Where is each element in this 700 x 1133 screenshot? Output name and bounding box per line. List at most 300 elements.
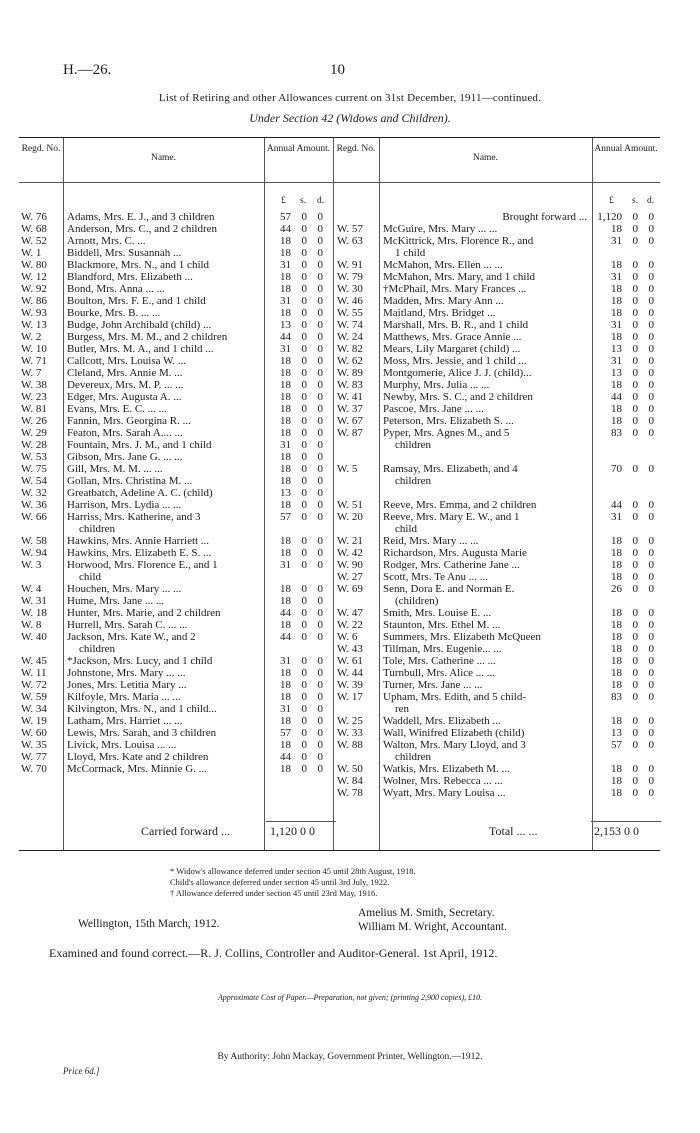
allowee-name: Cleland, Mrs. Annie M. ... [67,367,183,379]
annual-amount [267,415,329,427]
amount-pounds: 18 [611,331,622,343]
allowee-name [383,451,591,463]
allowee-name: Lewis, Mrs. Sarah, and 3 children [67,727,217,739]
amount-pounds: 18 [611,295,622,307]
footnote: Child's allowance deferred under section 45 until 3rd July, 1922. [170,877,390,887]
allowee-name: Bond, Mrs. Anna ... ... [67,283,165,295]
allowee-name: children [79,523,116,535]
amount-shillings: 0 [301,763,307,775]
amount-pence: 0 [317,223,323,235]
regd-number: W. 27 [337,571,363,583]
amount-pounds: 18 [611,535,622,547]
annual-amount [592,247,654,259]
annual-amount [592,619,654,631]
regd-number: W. 75 [21,463,47,475]
annual-amount [592,739,654,751]
carried-forward-label: Carried forward ... [141,824,230,838]
regd-number: W. 39 [337,679,363,691]
amount-pounds: 13 [611,367,622,379]
document-code: H.—26. [63,62,112,78]
amount-shillings: 0 [301,415,307,427]
amount-pence: 0 [317,739,323,751]
amount-pounds: 18 [280,475,291,487]
amount-pence: 0 [317,703,323,715]
regd-number: W. 55 [337,307,363,319]
allowee-name: Rodger, Mrs. Catherine Jane ... [383,559,520,571]
amount-shillings: 0 [301,319,307,331]
amount-pence: 0 [648,643,654,655]
annual-amount [267,727,329,739]
regd-number: W. 43 [337,643,363,655]
regd-number [337,523,381,535]
regd-number: W. 74 [337,319,363,331]
amount-pence: 0 [648,739,654,751]
regd-number: W. 22 [337,619,363,631]
allowee-name: Pascoe, Mrs. Jane ... ... [383,403,484,415]
amount-shillings: 0 [301,271,307,283]
total-rule [591,821,661,822]
regd-number: W. 46 [337,295,363,307]
amount-pence: 0 [648,763,654,775]
annual-amount [267,523,329,535]
amount-pounds: 18 [611,379,622,391]
amount-shillings: 0 [632,223,638,235]
allowee-name: Featon, Mrs. Sarah A.... ... [67,427,183,439]
allowee-name: Tole, Mrs. Catherine ... ... [383,655,496,667]
regd-number [337,751,381,763]
annual-amount [267,571,329,583]
allowee-name: Biddell, Mrs. Susannah ... [67,247,182,259]
amount-pounds: 18 [611,259,622,271]
amount-shillings: 0 [632,271,638,283]
amount-pence: 0 [317,271,323,283]
annual-amount [592,295,654,307]
amount-pounds: 18 [280,535,291,547]
regd-number [337,247,381,259]
regd-number: W. 70 [21,763,47,775]
amount-pence: 0 [648,295,654,307]
allowee-name: Latham, Mrs. Harriet ... ... [67,715,183,727]
regd-number: W. 42 [337,547,363,559]
regd-number: W. 58 [21,535,47,547]
amount-pence: 0 [648,607,654,619]
allowee-name: children [395,751,432,763]
amount-shillings: 0 [301,703,307,715]
place-date: Wellington, 15th March, 1912. [78,918,220,930]
amount-shillings: 0 [301,235,307,247]
regd-number: W. 72 [21,679,47,691]
annual-amount [592,343,654,355]
regd-number: W. 69 [337,583,363,595]
amount-pounds: 31 [280,559,291,571]
amount-pence: 0 [317,427,323,439]
allowee-name: (children) [395,595,439,607]
allowee-name: Ramsay, Mrs. Elizabeth, and 4 [383,463,518,475]
amount-pounds: 1,120 [597,211,622,223]
regd-number: W. 50 [337,763,363,775]
annual-amount [267,295,329,307]
unit-pence: d. [647,196,655,206]
annual-amount [267,547,329,559]
amount-pence: 0 [317,307,323,319]
amount-pence: 0 [648,427,654,439]
regd-number: W. 86 [21,295,47,307]
amount-pence: 0 [317,379,323,391]
allowee-name: Hawkins, Mrs. Annie Harriett ... [67,535,210,547]
amount-pence: 0 [648,775,654,787]
allowee-name: Scott, Mrs. Te Anu ... ... [383,571,489,583]
amount-shillings: 0 [632,559,638,571]
amount-pence: 0 [648,547,654,559]
allowee-name: McMahon, Mrs. Ellen ... ... [383,259,503,271]
amount-pence: 0 [317,391,323,403]
amount-pence: 0 [648,307,654,319]
amount-pounds: 31 [280,655,291,667]
page-title: List of Retiring and other Allowances current on 31st December, 1911—continued. [158,92,542,104]
amount-pence: 0 [317,331,323,343]
amount-shillings: 0 [301,583,307,595]
amount-pounds: 18 [280,619,291,631]
allowee-name: Wolner, Mrs. Rebecca ... ... [383,775,503,787]
allowee-name: Marshall, Mrs. B. R., and 1 child [383,319,529,331]
annual-amount [267,607,329,619]
allowee-name: Staunton, Mrs. Ethel M. ... [383,619,501,631]
annual-amount [267,463,329,475]
amount-pounds: 18 [280,547,291,559]
allowee-name: McKittrick, Mrs. Florence R., and [383,235,534,247]
amount-pence: 0 [648,787,654,799]
amount-pence: 0 [317,295,323,307]
amount-shillings: 0 [632,787,638,799]
amount-pounds: 44 [611,499,622,511]
allowee-name: Fannin, Mrs. Georgina R. ... [67,415,191,427]
amount-pence: 0 [317,679,323,691]
annual-amount [267,715,329,727]
amount-pounds: 18 [280,367,291,379]
regd-number [21,571,65,583]
allowee-name [383,487,591,499]
page-number: 10 [330,62,345,78]
allowee-name: Burgess, Mrs. M. M., and 2 children [67,331,228,343]
signatory: Amelius M. Smith, Secretary. [358,907,495,919]
regd-number: W. 45 [21,655,47,667]
footnote: † Allowance deferred under section 45 until 23rd May, 1916. [170,888,378,898]
allowee-name: ren [395,703,410,715]
regd-number: W. 30 [337,283,363,295]
regd-number: W. 60 [21,727,47,739]
annual-amount [592,535,654,547]
amount-shillings: 0 [301,535,307,547]
annual-amount [592,667,654,679]
amount-shillings: 0 [632,319,638,331]
amount-pounds: 13 [611,727,622,739]
amount-pounds: 31 [280,295,291,307]
allowee-name: Wall, Winifred Elizabeth (child) [383,727,525,739]
amount-pounds: 18 [611,643,622,655]
annual-amount [592,547,654,559]
regd-number: W. 81 [21,403,47,415]
annual-amount [592,211,654,223]
unit-pounds: £ [609,196,614,206]
allowee-name: Senn, Dora E. and Norman E. [383,583,515,595]
amount-pence: 0 [648,415,654,427]
allowee-name: Harrison, Mrs. Lydia ... ... [67,499,182,511]
amount-pence: 0 [648,511,654,523]
amount-pence: 0 [648,679,654,691]
regd-number: W. 7 [21,367,42,379]
amount-shillings: 0 [632,775,638,787]
annual-amount [592,775,654,787]
regd-number: W. 84 [337,775,363,787]
amount-pounds: 31 [280,439,291,451]
allowee-name: children [79,643,116,655]
amount-shillings: 0 [632,463,638,475]
annual-amount [592,643,654,655]
amount-shillings: 0 [301,211,307,223]
unit-pounds: £ [281,196,286,206]
amount-pence: 0 [317,559,323,571]
amount-pence: 0 [648,715,654,727]
amount-shillings: 0 [301,355,307,367]
annual-amount [592,283,654,295]
allowee-name: child [79,571,101,583]
annual-amount [267,703,329,715]
allowee-name: Summers, Mrs. Elizabeth McQueen [383,631,541,643]
amount-pounds: 18 [611,403,622,415]
annual-amount [592,271,654,283]
total-amount: 2,153 0 0 [594,824,639,838]
amount-pence: 0 [648,331,654,343]
amount-pence: 0 [317,283,323,295]
allowee-name: Arnott, Mrs. C. ... [67,235,146,247]
amount-pounds: 44 [280,331,291,343]
amount-pence: 0 [317,247,323,259]
amount-pounds: 18 [280,427,291,439]
carried-forward-amount: 1,120 0 0 [270,824,315,838]
regd-number: W. 13 [21,319,47,331]
regd-number: W. 1 [21,247,42,259]
regd-number: W. 47 [337,607,363,619]
amount-shillings: 0 [301,487,307,499]
amount-pence: 0 [317,343,323,355]
amount-shillings: 0 [632,727,638,739]
amount-shillings: 0 [632,427,638,439]
amount-shillings: 0 [301,559,307,571]
regd-number [337,595,381,607]
regd-number: W. 61 [337,655,363,667]
regd-number: W. 79 [337,271,363,283]
examined-statement: Examined and found correct.—R. J. Collins, Controller and Auditor-General. 1st April, 1912. [49,946,498,960]
unit-shillings: s. [632,196,639,206]
annual-amount [592,307,654,319]
header-name-left: Name. [150,153,177,163]
amount-pounds: 44 [280,631,291,643]
amount-pounds: 44 [280,751,291,763]
amount-pence: 0 [317,451,323,463]
amount-pence: 0 [317,439,323,451]
amount-shillings: 0 [301,451,307,463]
allowee-name: Blandford, Mrs. Elizabeth ... [67,271,193,283]
allowee-name: Livick, Mrs. Louisa ... ... [67,739,177,751]
amount-pence: 0 [317,763,323,775]
annual-amount [267,439,329,451]
regd-number: W. 41 [337,391,363,403]
amount-pounds: 18 [280,583,291,595]
annual-amount [267,331,329,343]
amount-pence: 0 [648,271,654,283]
amount-pounds: 18 [611,547,622,559]
regd-number: W. 59 [21,691,47,703]
amount-pounds: 31 [611,319,622,331]
amount-shillings: 0 [632,535,638,547]
amount-pounds: 18 [280,355,291,367]
allowee-name: Maitland, Mrs. Bridget ... [383,307,496,319]
allowee-name: Hunter, Mrs. Marie, and 2 children [67,607,221,619]
allowee-name: Blackmore, Mrs. N., and 1 child [67,259,210,271]
amount-shillings: 0 [301,223,307,235]
amount-shillings: 0 [301,667,307,679]
annual-amount [592,583,654,595]
amount-pounds: 18 [280,667,291,679]
allowee-name: Kilfoyle, Mrs. Maria ... ... [67,691,181,703]
amount-pounds: 18 [611,655,622,667]
regd-number: W. 92 [21,283,47,295]
annual-amount [592,451,654,463]
amount-pence: 0 [648,403,654,415]
amount-pence: 0 [648,223,654,235]
amount-pounds: 31 [611,235,622,247]
regd-number: W. 66 [21,511,47,523]
annual-amount [267,319,329,331]
amount-pence: 0 [317,715,323,727]
amount-pence: 0 [648,343,654,355]
regd-number: W. 24 [337,331,363,343]
allowee-name: Anderson, Mrs. C., and 2 children [67,223,218,235]
amount-shillings: 0 [632,403,638,415]
amount-shillings: 0 [632,355,638,367]
annual-amount [592,331,654,343]
amount-shillings: 0 [632,571,638,583]
amount-pence: 0 [317,751,323,763]
allowee-name: Hawkins, Mrs. Elizabeth E. S. ... [67,547,212,559]
annual-amount [267,475,329,487]
header-regd-right: Regd. No. [336,144,376,154]
annual-amount [592,691,654,703]
regd-number: W. 82 [337,343,363,355]
regd-number: W. 89 [337,367,363,379]
amount-pounds: 18 [280,403,291,415]
amount-pence: 0 [648,499,654,511]
amount-shillings: 0 [301,727,307,739]
regd-number: W. 12 [21,271,47,283]
annual-amount [267,235,329,247]
amount-pounds: 31 [611,511,622,523]
amount-pounds: 18 [280,247,291,259]
amount-shillings: 0 [301,715,307,727]
annual-amount [592,439,654,451]
cost-note: Approximate Cost of Paper.—Preparation, not given; (printing 2,900 copies), £10. [217,993,483,1002]
regd-number: W. 28 [21,439,47,451]
regd-number: W. 35 [21,739,47,751]
amount-shillings: 0 [301,475,307,487]
amount-shillings: 0 [632,331,638,343]
amount-pence: 0 [648,535,654,547]
amount-pounds: 31 [280,703,291,715]
regd-number [337,475,381,487]
amount-pounds: 18 [611,631,622,643]
amount-shillings: 0 [301,391,307,403]
amount-shillings: 0 [301,331,307,343]
allowee-name: Gollan, Mrs. Christina M. ... [67,475,193,487]
amount-shillings: 0 [632,619,638,631]
regd-number: W. 94 [21,547,47,559]
amount-shillings: 0 [632,391,638,403]
header-amount-right: Annual Amount. [594,144,658,154]
amount-shillings: 0 [632,295,638,307]
allowee-name: Moss, Mrs. Jessie, and 1 child ... [383,355,527,367]
amount-pence: 0 [317,259,323,271]
footnotes [170,866,416,899]
annual-amount [267,511,329,523]
allowee-name: Devereux, Mrs. M. P. ... ... [67,379,184,391]
amount-shillings: 0 [632,583,638,595]
regd-number: W. 62 [337,355,363,367]
unit-pence: d. [317,196,325,206]
allowee-name: Brought forward ... [502,211,587,223]
amount-pounds: 26 [611,583,622,595]
annual-amount [592,367,654,379]
amount-pounds: 57 [280,211,291,223]
regd-number: W. 25 [337,715,363,727]
regd-number: W. 71 [21,355,47,367]
amount-pence: 0 [317,547,323,559]
regd-number: W. 5 [337,463,358,475]
amount-pounds: 18 [611,415,622,427]
allowee-name: Reeve, Mrs. Emma, and 2 children [383,499,537,511]
allowee-name: Adams, Mrs. E. J., and 3 children [67,211,215,223]
amount-pounds: 18 [611,667,622,679]
allowee-name: Matthews, Mrs. Grace Annie ... [383,331,522,343]
price: Price 6d.] [63,1066,100,1076]
amount-pounds: 18 [611,571,622,583]
amount-pence: 0 [317,319,323,331]
amount-pence: 0 [648,727,654,739]
allowee-name: Fountain, Mrs. J. M., and 1 child [67,439,212,451]
regd-number: W. 91 [337,259,363,271]
amount-pounds: 57 [280,511,291,523]
annual-amount [267,643,329,655]
annual-amount [592,571,654,583]
annual-amount [592,259,654,271]
amount-pounds: 31 [611,355,622,367]
regd-number: W. 37 [337,403,363,415]
header-regd-left: Regd. No. [21,144,61,154]
annual-amount [592,475,654,487]
annual-amount [592,511,654,523]
allowee-name: Gibson, Mrs. Jane G. ... ... [67,451,183,463]
amount-pounds: 13 [280,487,291,499]
allowee-name: child [395,523,417,535]
regd-number: W. 19 [21,715,47,727]
allowee-name: Gill, Mrs. M. M. ... ... [67,463,163,475]
regd-number: W. 21 [337,535,363,547]
regd-number: W. 52 [21,235,47,247]
regd-number: W. 4 [21,583,42,595]
annual-amount [592,223,654,235]
annual-amount [267,487,329,499]
annual-amount [592,391,654,403]
amount-pence: 0 [317,595,323,607]
